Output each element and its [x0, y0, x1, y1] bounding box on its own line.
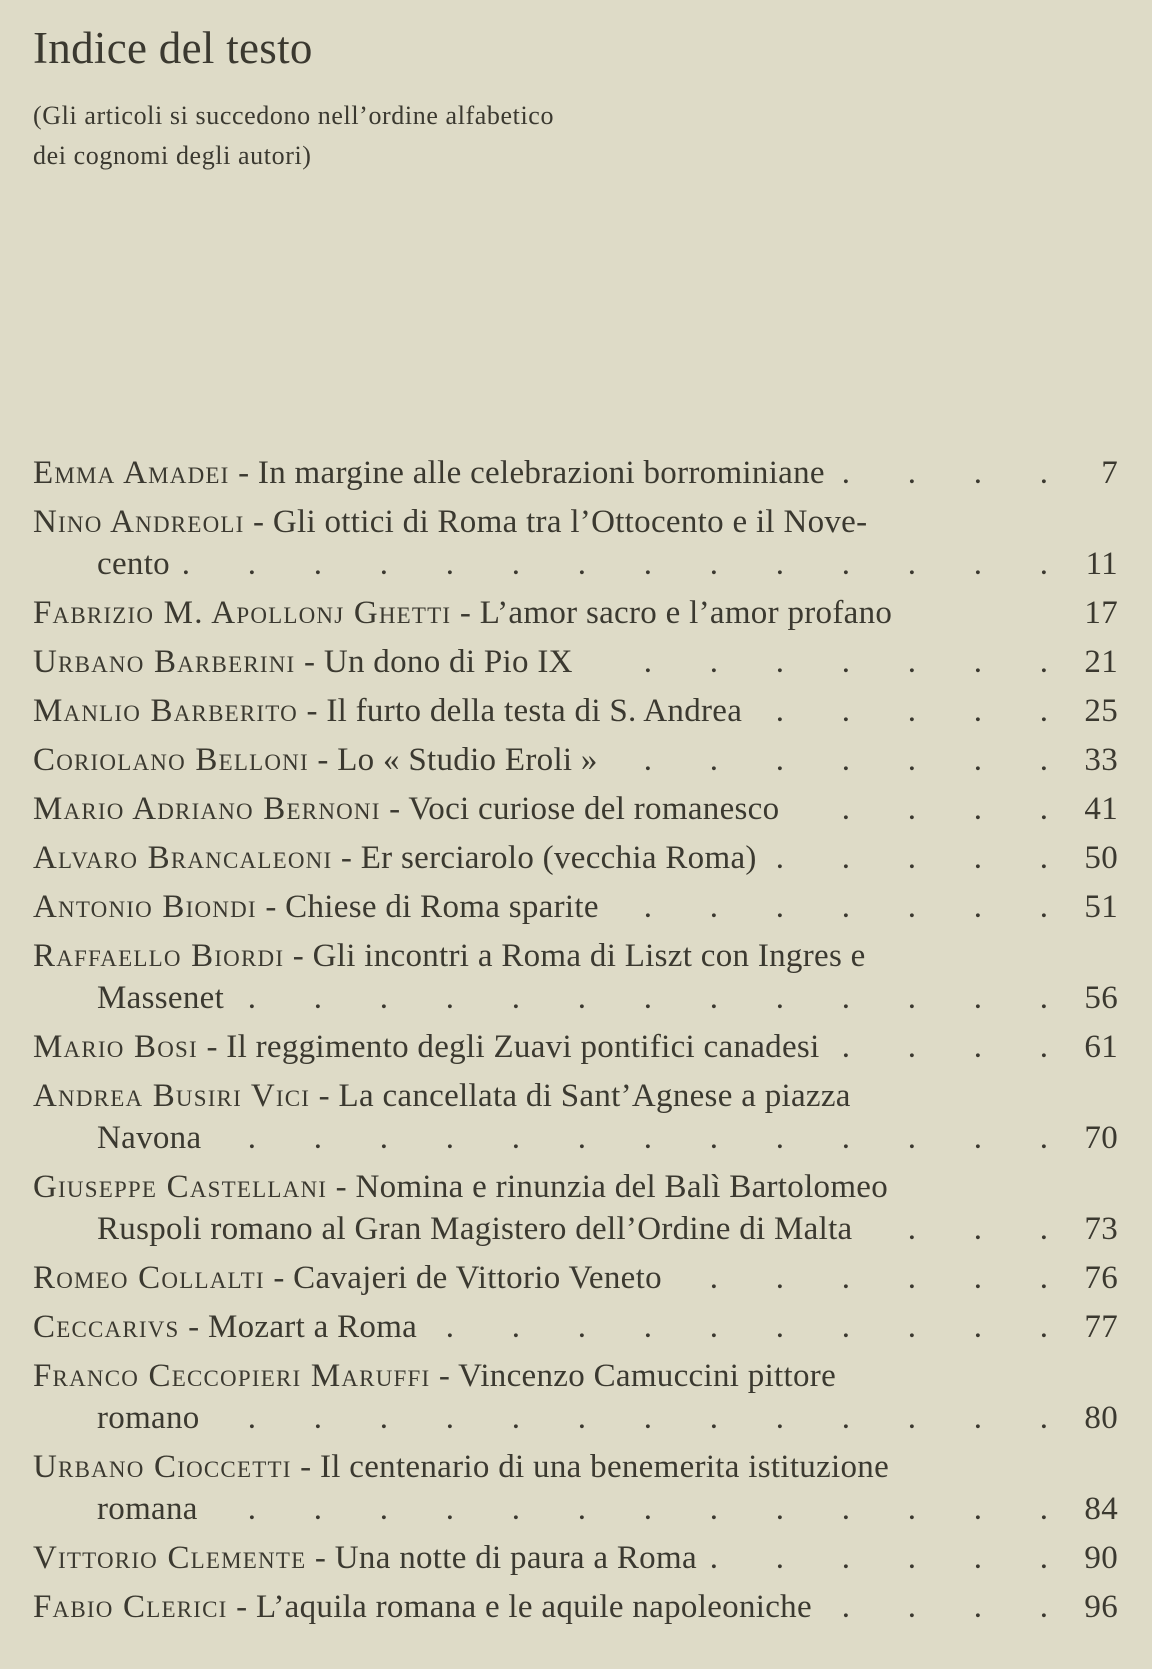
- leader-dots: [212, 1488, 1048, 1530]
- page-number: 11: [1085, 546, 1118, 582]
- toc-entry-line: [33, 1257, 1118, 1299]
- page-number: 96: [1084, 1589, 1118, 1625]
- toc-entry-line: [33, 1026, 1118, 1068]
- toc-entry: [33, 788, 1118, 830]
- page-number: 61: [1084, 1029, 1118, 1065]
- separator: -: [291, 1449, 320, 1485]
- separator: -: [430, 1358, 459, 1394]
- toc-entry: [33, 1306, 1118, 1348]
- page-number: 33: [1084, 742, 1118, 778]
- article-title: Vincenzo Camuccini pittore: [458, 1358, 837, 1394]
- separator: -: [306, 1540, 335, 1576]
- toc-entry-text: [33, 1166, 888, 1208]
- toc-entry: [33, 837, 1118, 879]
- author-name: Urbano Barberini: [33, 644, 296, 680]
- leader-dots: [184, 543, 1048, 585]
- separator: -: [229, 455, 258, 491]
- toc-entry: [33, 1166, 1118, 1250]
- page-number: 80: [1084, 1400, 1118, 1436]
- leader-dots: [771, 837, 1048, 879]
- toc-entry-text: [97, 1488, 198, 1530]
- author-name: Romeo Collalti: [33, 1260, 265, 1296]
- author-name: Fabio Clerici: [33, 1589, 228, 1625]
- author-name: Manlio Barberito: [33, 693, 298, 729]
- page-number: 21: [1084, 644, 1118, 680]
- separator: -: [380, 791, 409, 827]
- toc-entry-text: [33, 837, 757, 879]
- page-number: 7: [1101, 455, 1118, 491]
- author-name: Urbano Cioccetti: [33, 1449, 292, 1485]
- toc-entry-text: [97, 977, 224, 1019]
- subtitle-line: dei cognomi degli autori): [33, 141, 312, 170]
- leader-dots: [676, 1257, 1048, 1299]
- leader-dots: [793, 788, 1048, 830]
- author-name: Fabrizio M. Apollonj Ghetti: [33, 595, 452, 631]
- page-number: 51: [1084, 889, 1118, 925]
- toc-entry: [33, 1355, 1118, 1439]
- leader-dots: [587, 641, 1048, 683]
- toc-entry-line: [33, 1586, 1118, 1628]
- toc-entry: [33, 592, 1118, 634]
- toc-entry-text: [33, 1586, 812, 1628]
- toc-entry-line: [33, 1075, 1118, 1117]
- article-title: Il reggimento degli Zuavi pontifici canadesi: [226, 1029, 820, 1065]
- author-name: Ceccarivs: [33, 1309, 180, 1345]
- separator: -: [297, 693, 327, 729]
- toc-entry-continuation: [33, 1208, 1118, 1250]
- toc-entry-text: [33, 886, 599, 928]
- toc-entry: [33, 690, 1118, 732]
- author-name: Emma Amadei: [33, 455, 230, 491]
- toc-entry-text: [33, 739, 598, 781]
- page-number: 77: [1084, 1309, 1118, 1345]
- article-title: Il furto della testa di S. Andrea: [326, 693, 743, 729]
- toc-entry-line: [33, 1166, 1118, 1208]
- toc-entry-line: [33, 739, 1118, 781]
- author-name: Andrea Busiri Vici: [33, 1078, 311, 1114]
- article-title: In margine alle celebrazioni borrominiane: [257, 455, 825, 491]
- article-title: L’amor sacro e l’amor profano: [479, 595, 893, 631]
- toc-entry-line: [33, 886, 1118, 928]
- toc-entry-line: [33, 501, 1118, 543]
- article-title: Cavajeri de Vittorio Veneto: [293, 1260, 662, 1296]
- article-title: Nomina e rinunzia del Balì Bartolomeo: [355, 1169, 889, 1205]
- author-name: Alvaro Brancaleoni: [33, 840, 333, 876]
- article-title: romano: [97, 1400, 200, 1436]
- toc-entry-text: [97, 1208, 852, 1250]
- article-title: Il centenario di una benemerita istituzione: [319, 1449, 890, 1485]
- toc-entry: [33, 1586, 1118, 1628]
- toc-entry: [33, 1537, 1118, 1579]
- page-number: 90: [1084, 1540, 1118, 1576]
- author-name: Coriolano Belloni: [33, 742, 309, 778]
- toc-entry: [33, 1026, 1118, 1068]
- toc-entry-text: [33, 452, 825, 494]
- separator: -: [264, 1260, 294, 1296]
- leader-dots: [826, 1586, 1048, 1628]
- toc-entry-continuation: [33, 1117, 1118, 1159]
- page-number: 17: [1084, 595, 1118, 631]
- article-title: cento: [97, 546, 170, 582]
- toc-entry-text: [33, 1306, 417, 1348]
- article-title: romana: [97, 1491, 198, 1527]
- separator: -: [310, 1078, 339, 1114]
- page-number: 25: [1084, 693, 1118, 729]
- separator: -: [451, 595, 480, 631]
- leader-dots: [711, 1537, 1048, 1579]
- separator: -: [332, 840, 361, 876]
- separator: -: [179, 1309, 208, 1345]
- article-title: L’aquila romana e le aquile napoleoniche: [255, 1589, 812, 1625]
- page-number: 70: [1084, 1120, 1118, 1156]
- toc-entry-text: [33, 1075, 851, 1117]
- toc-entry-continuation: [33, 1397, 1118, 1439]
- page-number: 73: [1084, 1211, 1118, 1247]
- separator: -: [244, 504, 273, 540]
- page-number: 76: [1084, 1260, 1118, 1296]
- toc-entry: [33, 1257, 1118, 1299]
- leader-dots: [214, 1397, 1048, 1439]
- page-subtitle: [33, 96, 554, 176]
- author-name: Antonio Biondi: [33, 889, 257, 925]
- author-name: Vittorio Clemente: [33, 1540, 307, 1576]
- toc-entry: [33, 641, 1118, 683]
- separator: -: [284, 938, 313, 974]
- toc-entry-continuation: [33, 543, 1118, 585]
- toc-entry-line: [33, 690, 1118, 732]
- toc-entry-line: [33, 452, 1118, 494]
- leader-dots: [866, 1208, 1048, 1250]
- separator: -: [295, 644, 324, 680]
- page-number: 41: [1084, 791, 1118, 827]
- author-name: Nino Andreoli: [33, 504, 245, 540]
- article-title: Mozart a Roma: [207, 1309, 418, 1345]
- toc-entry: [33, 501, 1118, 585]
- article-title: Lo « Studio Eroli »: [337, 742, 598, 778]
- article-title: Er serciarolo (vecchia Roma): [360, 840, 757, 876]
- leader-dots: [215, 1117, 1048, 1159]
- toc-entry-text: [33, 788, 779, 830]
- subtitle-line: (Gli articoli si succedono nell’ordine alfabetico: [33, 101, 555, 130]
- author-name: Mario Bosi: [33, 1029, 198, 1065]
- toc-entry-text: [33, 641, 573, 683]
- toc-entry-line: [33, 788, 1118, 830]
- separator: -: [256, 889, 286, 925]
- article-title: Ruspoli romano al Gran Magistero dell’Ordine di Malta: [97, 1211, 853, 1247]
- article-title: Gli ottici di Roma tra l’Ottocento e il Nove-: [272, 504, 868, 540]
- toc-entry-text: [33, 690, 742, 732]
- leader-dots: [613, 886, 1048, 928]
- toc-entry-continuation: [33, 977, 1118, 1019]
- leader-dots: [839, 452, 1048, 494]
- author-name: Giuseppe Castellani: [33, 1169, 328, 1205]
- article-title: Una notte di paura a Roma: [334, 1540, 697, 1576]
- toc-entry-text: [33, 1026, 820, 1068]
- toc-entry-line: [33, 641, 1118, 683]
- toc-entry-line: [33, 1537, 1118, 1579]
- article-title: La cancellata di Sant’Agnese a piazza: [338, 1078, 851, 1114]
- toc-entry-text: [33, 1446, 889, 1488]
- table-of-contents: [33, 452, 1118, 1628]
- toc-entry-text: [97, 1397, 200, 1439]
- article-title: Gli incontri a Roma di Liszt con Ingres e: [312, 938, 866, 974]
- article-title: Voci curiose del romanesco: [408, 791, 780, 827]
- article-title: Massenet: [97, 980, 225, 1016]
- leader-dots: [238, 977, 1048, 1019]
- toc-entry-text: [33, 501, 867, 543]
- toc-entry-line: [33, 1355, 1118, 1397]
- toc-entry-text: [33, 1537, 697, 1579]
- toc-entry: [33, 1446, 1118, 1530]
- leader-dots: [612, 739, 1048, 781]
- page-number: 50: [1084, 840, 1118, 876]
- toc-entry-line: [33, 935, 1118, 977]
- author-name: Mario Adriano Bernoni: [33, 791, 381, 827]
- leader-dots: [431, 1306, 1048, 1348]
- page-number: 84: [1084, 1491, 1118, 1527]
- toc-entry: [33, 1075, 1118, 1159]
- toc-entry: [33, 739, 1118, 781]
- article-title: Un dono di Pio IX: [323, 644, 573, 680]
- page-title: Indice del testo: [33, 23, 313, 73]
- toc-entry: [33, 935, 1118, 1019]
- author-name: Raffaello Biordi: [33, 938, 285, 974]
- separator: -: [197, 1029, 227, 1065]
- author-name: Franco Ceccopieri Maruffi: [33, 1358, 431, 1394]
- article-title: Chiese di Roma sparite: [285, 889, 599, 925]
- toc-entry-text: [33, 1355, 836, 1397]
- article-title: Navona: [97, 1120, 202, 1156]
- toc-entry-line: [33, 1306, 1118, 1348]
- separator: -: [308, 742, 338, 778]
- toc-entry-continuation: [33, 1488, 1118, 1530]
- separator: -: [327, 1169, 356, 1205]
- toc-entry-line: [33, 592, 1118, 634]
- separator: -: [227, 1589, 256, 1625]
- page-number: 56: [1084, 980, 1118, 1016]
- toc-entry: [33, 886, 1118, 928]
- leader-dots: [834, 1026, 1048, 1068]
- toc-entry-text: [33, 935, 866, 977]
- toc-entry-text: [33, 1257, 662, 1299]
- toc-entry: [33, 452, 1118, 494]
- toc-entry-line: [33, 1446, 1118, 1488]
- leader-dots: [756, 690, 1048, 732]
- toc-entry-text: [33, 592, 892, 634]
- toc-entry-line: [33, 837, 1118, 879]
- toc-entry-text: [97, 1117, 201, 1159]
- toc-entry-text: [97, 543, 170, 585]
